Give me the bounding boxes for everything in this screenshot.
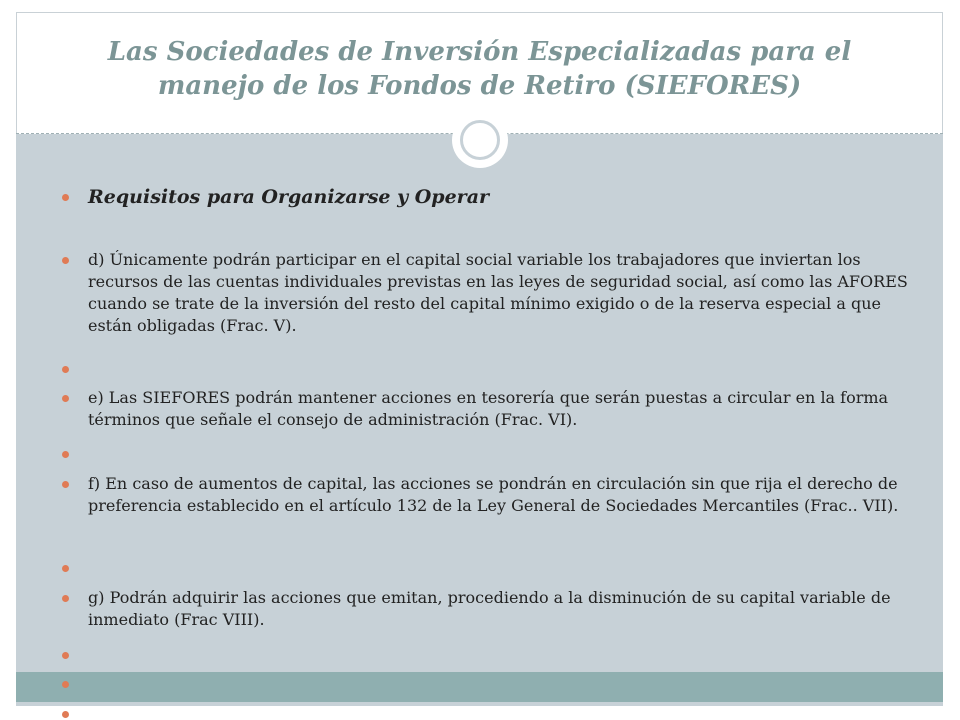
bullet-dot-icon (62, 257, 69, 264)
bullet-heading-text: Requisitos para Organizarse y Operar (88, 186, 490, 208)
bullet-dot-icon (62, 395, 69, 402)
bullet-dot-icon (62, 481, 69, 488)
bullet-item-g (88, 587, 923, 631)
bullet-text: g) Podrán adquirir las acciones que emitan, procediendo a la disminución de su capital variable de inmediato (Frac VIII). (88, 588, 891, 629)
bullet-dot-icon (62, 681, 69, 688)
bullet-dot-icon (62, 451, 69, 458)
bullet-dot-icon (62, 711, 69, 718)
bullet-dot-icon (62, 652, 69, 659)
bullet-heading (88, 184, 923, 210)
bullet-dot-icon (62, 595, 69, 602)
slide-title: Las Sociedades de Inversión Especializadas para el manejo de los Fondos de Retiro (SIEFORES) (107, 37, 852, 101)
bullet-dot-icon (62, 194, 69, 201)
bullet-dot-icon (62, 565, 69, 572)
bullet-text: e) Las SIEFORES podrán mantener acciones en tesorería que serán puestas a circular en la forma términos que señale el consejo de administración (Frac. VI). (88, 388, 889, 429)
bullet-item-d (88, 249, 923, 337)
bullet-item-f (88, 473, 923, 517)
bullet-text: d) Únicamente podrán participar en el capital social variable los trabajadores que inviertan los recursos de las cuentas individuales previstas en las leyes de seguridad social, así como las AFORES cuando se trate de la inversión del resto del capital mínimo exigido o de la reserva especial a que están obligadas (Frac. V). (88, 250, 908, 335)
bullet-item-e (88, 387, 923, 431)
bullet-dot-icon (62, 366, 69, 373)
bullet-text: f) En caso de aumentos de capital, las acciones se pondrán en circulación sin que rija el derecho de preferencia establecido en el artículo 132 de la Ley General de Sociedades Mercantiles (Frac.. VII). (88, 474, 899, 515)
